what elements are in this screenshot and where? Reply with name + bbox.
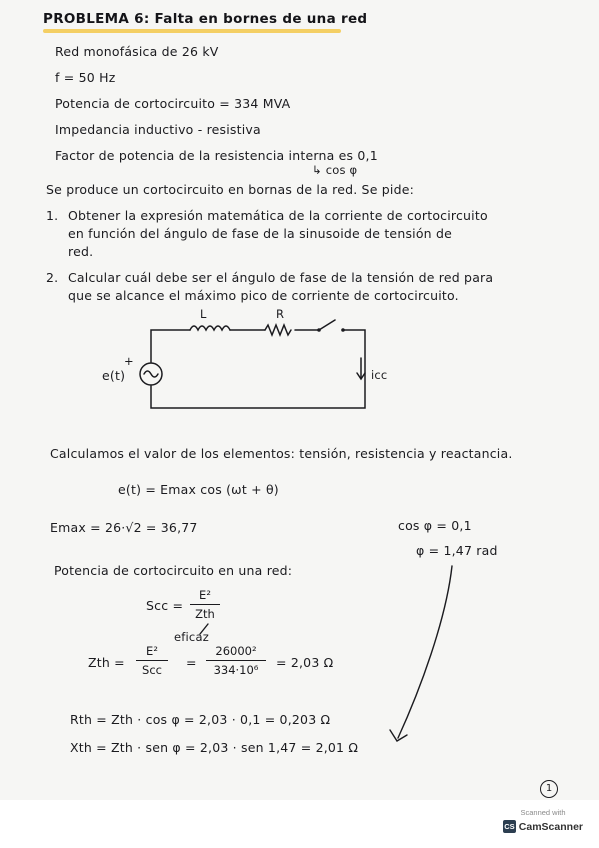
source-label: e(t) (102, 368, 126, 383)
given-line: Potencia de cortocircuito = 334 MVA (55, 96, 291, 111)
given-line: Factor de potencia de la resistencia interna es 0,1 (55, 148, 378, 163)
rms-note: eficaz (174, 630, 209, 644)
zth-numerator-2: 26000² (215, 644, 257, 658)
resistor-label: R (276, 307, 285, 321)
zth-denominator-1: Scc (142, 663, 162, 677)
phi-arrow-line (398, 566, 452, 738)
intro-text: Se produce un cortocircuito en bornas de la red. Se pide: (46, 182, 415, 197)
power-heading: Potencia de cortocircuito en una red: (54, 563, 293, 578)
rth-calc: Rth = Zth · cos φ = 2,03 · 0,1 = 0,203 Ω (70, 712, 331, 727)
emax-calc: Emax = 26·√2 = 36,77 (50, 520, 198, 535)
zth-denominator-2: 334·10⁶ (213, 663, 259, 677)
question-1-line: Obtener la expresión matemática de la corriente de cortocircuito (68, 208, 488, 223)
cos-phi-note: ↳ cos φ (312, 163, 358, 177)
inductor-label: L (200, 307, 207, 321)
question-number: 1. (46, 208, 59, 223)
zth-result: = 2,03 Ω (276, 655, 334, 670)
polarity-plus: + (124, 354, 134, 368)
camscanner-watermark (503, 808, 583, 838)
problem-title: PROBLEMA 6: Falta en bornes de una red (43, 11, 368, 27)
scanner-caption: Scanned with (520, 808, 566, 817)
zth-numerator-1: E² (146, 644, 158, 658)
calc-intro: Calculamos el valor de los elementos: tensión, resistencia y reactancia. (50, 446, 513, 461)
question-2-line: que se alcance el máximo pico de corriente de cortocircuito. (68, 288, 459, 303)
given-line: f = 50 Hz (55, 70, 116, 85)
question-number: 2. (46, 270, 59, 285)
scanner-name: CamScanner (518, 820, 583, 833)
given-line: Red monofásica de 26 kV (55, 44, 219, 59)
question-2-line: Calcular cuál debe ser el ángulo de fase de la tensión de red para (68, 270, 494, 285)
xth-calc: Xth = Zth · sen φ = 2,03 · sen 1,47 = 2,01 Ω (70, 740, 359, 755)
question-1-line: en función del ángulo de fase de la sinusoide de tensión de (68, 226, 452, 241)
zth-lhs: Zth = (88, 655, 125, 670)
given-line: Impedancia inductivo - resistiva (55, 122, 261, 137)
voltage-expression: e(t) = Emax cos (ωt + θ) (118, 482, 279, 497)
question-1-line: red. (68, 244, 94, 259)
scanner-brand (503, 820, 583, 833)
current-label: icc (371, 368, 388, 382)
equals-sign: = (186, 655, 197, 670)
page-number: 1 (540, 780, 558, 798)
camscanner-logo-icon: CS (504, 822, 515, 831)
scc-numerator: E² (199, 588, 211, 602)
note-pointer-line (200, 624, 208, 634)
phi-value: φ = 1,47 rad (416, 543, 498, 558)
scc-lhs: Scc = (146, 598, 184, 613)
cos-phi-value: cos φ = 0,1 (398, 518, 472, 533)
scc-denominator: Zth (195, 607, 215, 621)
